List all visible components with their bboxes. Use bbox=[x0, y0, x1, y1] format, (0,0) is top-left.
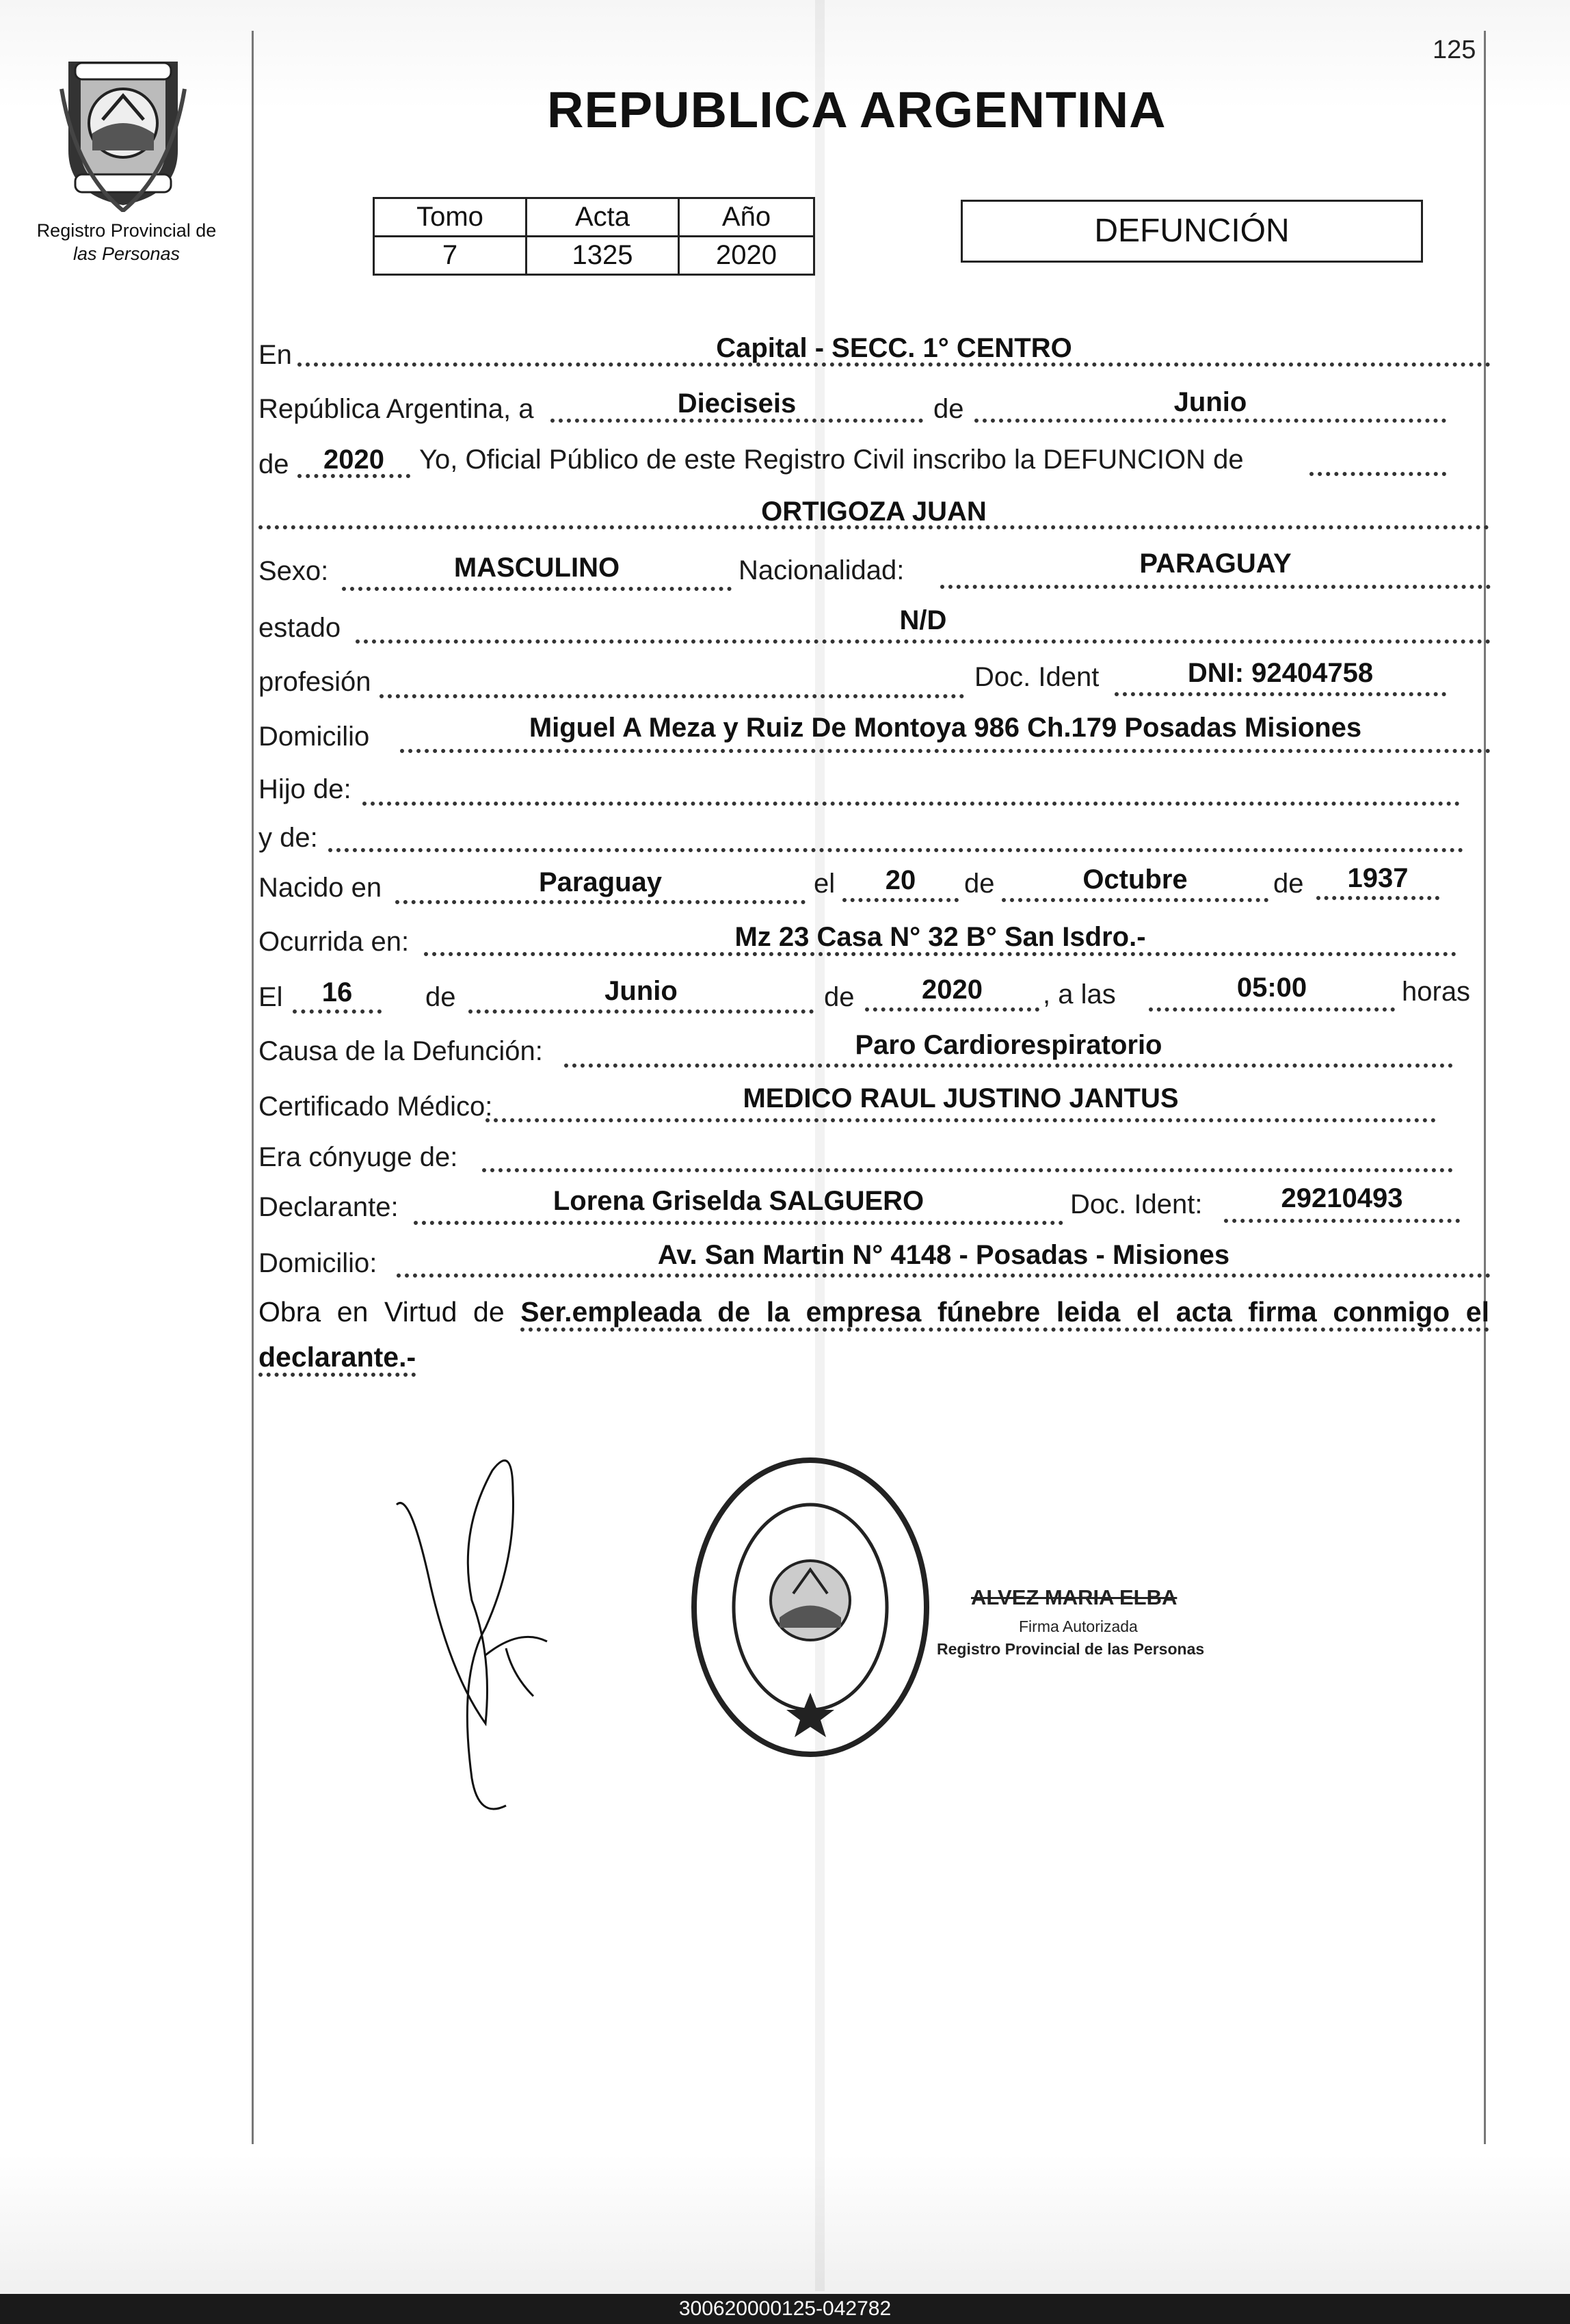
registry-line-1: Registro Provincial de bbox=[36, 220, 217, 241]
value-declarante-doc: 29210493 bbox=[1281, 1183, 1403, 1213]
value-nacionalidad: PARAGUAY bbox=[1139, 549, 1292, 579]
line-mes-inscripcion bbox=[974, 419, 1446, 423]
anio-label: Año bbox=[679, 198, 814, 237]
label-conyuge: Era cónyuge de: bbox=[258, 1142, 458, 1172]
value-obra: Ser.empleada de la empresa fúnebre leida el acta firma conmigo el declarante.- bbox=[258, 1296, 1489, 1377]
line-def-hora bbox=[1149, 1007, 1395, 1012]
line-conyuge bbox=[482, 1168, 1453, 1172]
label-estado: estado bbox=[258, 613, 341, 643]
line-profesion bbox=[380, 694, 964, 698]
acta-label: Acta bbox=[527, 198, 679, 237]
label-republica: República Argentina, a bbox=[258, 394, 534, 424]
label-profesion: profesión bbox=[258, 667, 371, 697]
label-domicilio-declarante: Domicilio: bbox=[258, 1248, 377, 1278]
line-y-de bbox=[328, 848, 1463, 852]
label-declarante: Declarante: bbox=[258, 1192, 399, 1222]
value-declarante: Lorena Griselda SALGUERO bbox=[553, 1186, 924, 1216]
value-lugar: Capital - SECC. 1° CENTRO bbox=[716, 333, 1072, 363]
line-nacionalidad bbox=[940, 585, 1491, 589]
value-nombre: ORTIGOZA JUAN bbox=[761, 497, 987, 527]
signatory-office: Registro Provincial de las Personas bbox=[937, 1640, 1205, 1658]
label-y-de: y de: bbox=[258, 823, 318, 853]
value-certificado: MEDICO RAUL JUSTINO JANTUS bbox=[743, 1083, 1179, 1113]
label-nacionalidad: Nacionalidad: bbox=[739, 555, 905, 585]
label-obra: Obra en Virtud de bbox=[258, 1296, 505, 1328]
label-doc-ident: Doc. Ident bbox=[974, 662, 1100, 692]
value-anio-inscripcion: 2020 bbox=[323, 445, 384, 475]
label-doc-ident-declarante: Doc. Ident: bbox=[1070, 1189, 1203, 1219]
label-ocurrida-en: Ocurrida en: bbox=[258, 927, 410, 957]
document-title: REPUBLICA ARGENTINA bbox=[547, 81, 1167, 138]
line-declarante-domicilio bbox=[397, 1273, 1491, 1278]
line-nac-anio bbox=[1316, 896, 1439, 900]
document-code: 300620000125-042782 bbox=[0, 2294, 1570, 2324]
line-nac-mes bbox=[1002, 898, 1268, 902]
page-number: 125 bbox=[1433, 36, 1476, 64]
line-estado bbox=[356, 639, 1491, 644]
label-a-las: , a las bbox=[1043, 979, 1116, 1009]
label-el-def: El bbox=[258, 982, 283, 1012]
left-margin-line bbox=[252, 31, 254, 2144]
value-nac-anio: 1937 bbox=[1347, 863, 1409, 893]
value-declarante-domicilio: Av. San Martin N° 4148 - Posadas - Misiones bbox=[657, 1240, 1230, 1270]
label-domicilio: Domicilio bbox=[258, 722, 370, 752]
registry-line-2: las Personas bbox=[72, 243, 181, 264]
value-def-hora: 05:00 bbox=[1236, 973, 1307, 1003]
label-hijo-de: Hijo de: bbox=[258, 774, 351, 804]
label-de-anio: de bbox=[258, 449, 289, 479]
line-documento bbox=[1115, 692, 1446, 696]
value-nacido-en: Paraguay bbox=[538, 867, 663, 897]
tomo-value: 7 bbox=[374, 237, 527, 275]
label-causa: Causa de la Defunción: bbox=[258, 1036, 543, 1066]
value-def-dia: 16 bbox=[321, 977, 353, 1007]
label-de-def-mes: de bbox=[425, 982, 456, 1012]
line-hijo-de bbox=[362, 802, 1460, 806]
line-def-anio bbox=[865, 1007, 1039, 1012]
province-seal-logo bbox=[55, 48, 191, 212]
value-sexo: MASCULINO bbox=[453, 553, 620, 583]
label-el-nac: el bbox=[814, 869, 836, 899]
value-def-anio: 2020 bbox=[922, 975, 983, 1005]
record-type-box: DEFUNCIÓN bbox=[961, 200, 1423, 263]
value-estado: N/D bbox=[899, 605, 947, 635]
acta-value: 1325 bbox=[527, 237, 679, 275]
line-sexo bbox=[342, 587, 732, 591]
label-de-nac-mes: de bbox=[964, 869, 995, 899]
value-dia-inscripcion: Dieciseis bbox=[677, 388, 797, 419]
value-documento: DNI: 92404758 bbox=[1187, 658, 1374, 688]
label-de-mes: de bbox=[933, 394, 964, 424]
value-mes-inscripcion: Junio bbox=[1173, 387, 1247, 417]
label-horas: horas bbox=[1402, 977, 1471, 1007]
line-causa bbox=[564, 1064, 1453, 1068]
line-inscribo-tail bbox=[1309, 472, 1446, 476]
anio-value: 2020 bbox=[679, 237, 814, 275]
obra-paragraph bbox=[258, 1289, 1489, 1379]
line-def-mes bbox=[468, 1009, 814, 1014]
line-domicilio bbox=[400, 749, 1491, 753]
record-table bbox=[373, 197, 815, 276]
line-nacido-en bbox=[395, 900, 806, 904]
value-ocurrida-en: Mz 23 Casa N° 32 B° San Isdro.- bbox=[734, 922, 1146, 952]
label-de-def-anio: de bbox=[824, 982, 855, 1012]
label-certificado: Certificado Médico: bbox=[258, 1092, 493, 1122]
signatory-role: Firma Autorizada bbox=[1019, 1617, 1138, 1635]
line-nac-dia bbox=[842, 898, 959, 902]
line-def-dia bbox=[293, 1009, 382, 1014]
official-stamp bbox=[684, 1447, 937, 1768]
value-nac-mes: Octubre bbox=[1082, 864, 1188, 895]
registry-name bbox=[14, 219, 239, 265]
line-certificado bbox=[485, 1118, 1436, 1122]
value-nac-dia: 20 bbox=[885, 865, 916, 895]
line-declarante-doc bbox=[1224, 1219, 1460, 1223]
label-de-nac-anio: de bbox=[1273, 869, 1304, 899]
label-en: En bbox=[258, 340, 292, 370]
label-sexo: Sexo: bbox=[258, 556, 329, 586]
label-inscribo: Yo, Oficial Público de este Registro Civil inscribo la DEFUNCION de bbox=[419, 445, 1244, 475]
signatory-name: ALVEZ MARIA ELBA bbox=[971, 1585, 1178, 1609]
value-causa: Paro Cardiorespiratorio bbox=[855, 1030, 1162, 1060]
line-declarante bbox=[414, 1221, 1063, 1225]
handwritten-signature bbox=[383, 1450, 561, 1819]
value-def-mes: Junio bbox=[604, 976, 678, 1006]
value-domicilio: Miguel A Meza y Ruiz De Montoya 986 Ch.179 Posadas Misiones bbox=[529, 713, 1362, 743]
label-nacido-en: Nacido en bbox=[258, 873, 382, 903]
tomo-label: Tomo bbox=[374, 198, 527, 237]
